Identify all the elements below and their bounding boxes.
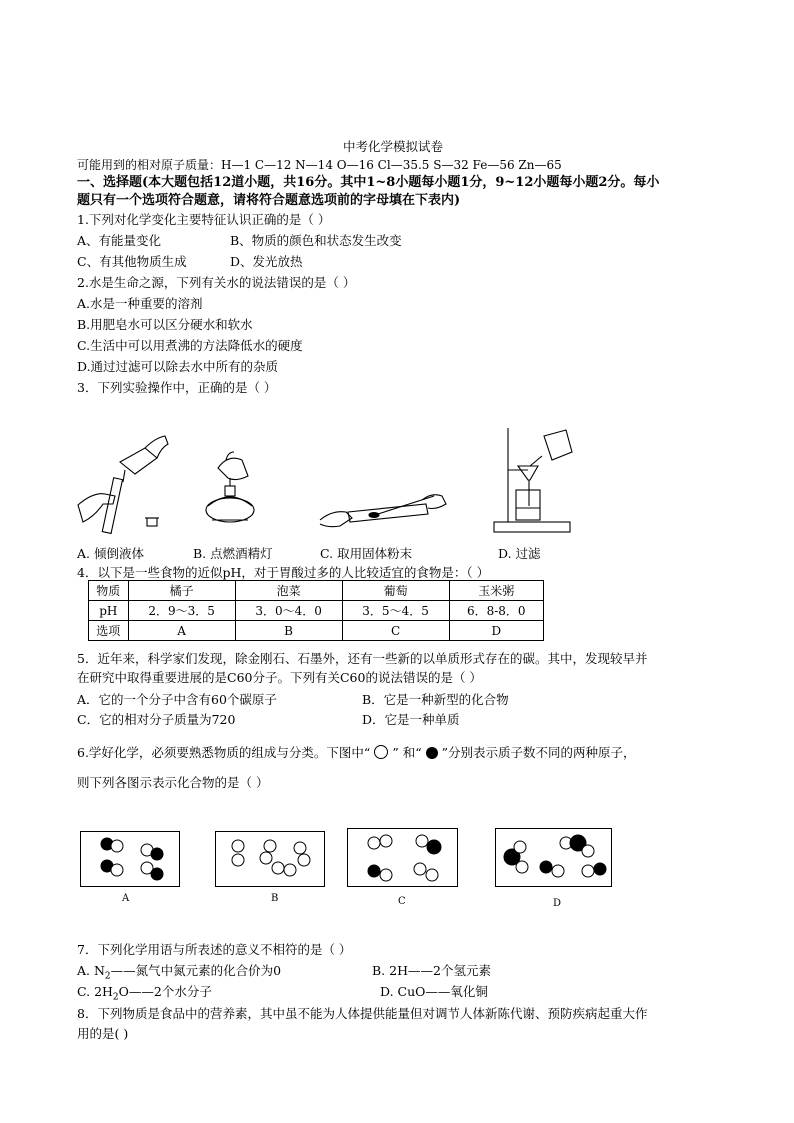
q7-option-c [77, 984, 212, 1006]
diagram-label-a: A [122, 893, 130, 904]
q2-option-d: D.通过过滤可以除去水中所有的杂质 [77, 359, 279, 374]
table-cell: 选项 [89, 621, 129, 641]
section-heading-line2: 题只有一个选项符合题意，请将符合题意选项前的字母填在下表内) [77, 193, 461, 208]
q7-a-sub: 2 [104, 971, 111, 982]
q8-line2: 用的是( ) [77, 1026, 129, 1041]
q2-option-b: B.用肥皂水可以区分硬水和软水 [77, 317, 253, 332]
particle-diagram-d [495, 828, 612, 887]
table-cell: D [449, 621, 543, 641]
q5-option-c: C．它的相对分子质量为720 [77, 712, 236, 727]
table-cell: 3．0～4．0 [235, 601, 342, 621]
powder-spatula-illustration [318, 490, 448, 530]
particle-diagram-b [215, 831, 325, 887]
q1-option-c: C、有其他物质生成 [77, 254, 187, 269]
q3-option-a: A. 倾倒液体 [77, 546, 144, 561]
table-cell: 泡菜 [235, 581, 342, 601]
diagram-label-d: D [553, 898, 562, 909]
q3-option-d: D. 过滤 [498, 546, 541, 561]
q6-line2: 则下列各图示表示化合物的是（ ） [77, 775, 269, 790]
q3-option-b: B. 点燃酒精灯 [193, 546, 273, 561]
filtration-illustration [490, 426, 575, 536]
table-cell: pH [89, 601, 129, 621]
q2-stem: 2.水是生命之源，下列有关水的说法错误的是（ ） [77, 275, 356, 290]
q5-line2: 在研究中取得重要进展的是C60分子。下列有关C60的说法错误的是（ ） [77, 670, 482, 685]
q4-stem: 4．以下是一些食物的近似pH，对于胃酸过多的人比较适宜的食物是：（ ） [77, 565, 490, 580]
table-cell: 3．5～4．5 [342, 601, 449, 621]
section-heading-line1: 一、选择题(本大题包括12道小题，共16分。其中1~8小题每小题1分，9~12小题每小题2分。每小 [77, 175, 660, 190]
q1-stem: 1.下列对化学变化主要特征认识正确的是（ ） [77, 212, 331, 227]
q7-a-pre: A. N [77, 963, 105, 978]
q1-option-a: A、有能量变化 [77, 233, 162, 248]
q7-option-d: D. CuO——氧化铜 [380, 984, 488, 999]
q7-option-b: B. 2H——2个氢元素 [372, 963, 491, 978]
ph-table [88, 580, 544, 641]
white-atom-icon [374, 745, 388, 759]
q6-text-a: 6.学好化学，必须要熟悉物质的组成与分类。下图中“ [77, 745, 371, 760]
table-cell: C [342, 621, 449, 641]
table-cell: 2．9～3．5 [128, 601, 235, 621]
table-cell: 橘子 [128, 581, 235, 601]
diagram-label-c: C [398, 896, 406, 907]
table-cell: 葡萄 [342, 581, 449, 601]
diagram-label-b: B [271, 893, 279, 904]
q7-option-a [77, 963, 281, 985]
table-row [89, 601, 544, 621]
table-header-row [89, 581, 544, 601]
table-cell: A [128, 621, 235, 641]
q6-line1 [77, 745, 636, 761]
q1-option-d: D、发光放热 [230, 254, 303, 269]
black-atom-icon [426, 747, 438, 759]
table-row [89, 621, 544, 641]
q1-option-b: B、物质的颜色和状态发生改变 [230, 233, 402, 248]
q8-line1: 8．下列物质是食品中的营养素，其中虽不能为人体提供能量但对调节人体新陈代谢、预防疾病起重大作 [77, 1006, 648, 1021]
q7-stem: 7．下列化学用语与所表述的意义不相符的是（ ） [77, 942, 352, 957]
q6-text-b: ” 和“ [392, 745, 422, 760]
q3-stem: 3．下列实验操作中，正确的是（ ） [77, 380, 277, 395]
q5-line1: 5．近年来，科学家们发现，除金刚石、石墨外，还有一些新的以单质形式存在的碳。其中，发现较早并 [77, 651, 648, 666]
q7-c-pre: C. 2H [77, 984, 113, 999]
pour-liquid-illustration [75, 430, 175, 540]
particle-diagram-c [347, 828, 458, 887]
q7-c-sub: 2 [112, 992, 119, 1003]
atomic-masses: 可能用到的相对原子质量：H—1 C—12 N—14 O—16 Cl—35.5 S—32 Fe—56 Zn—65 [77, 158, 562, 172]
q3-option-c: C. 取用固体粉末 [320, 546, 413, 561]
q2-option-c: C.生活中可以用煮沸的方法降低水的硬度 [77, 338, 303, 353]
q7-c-post: O——2个水分子 [118, 984, 212, 999]
table-cell: B [235, 621, 342, 641]
q6-text-c: ”分别表示质子数不同的两种原子， [441, 745, 636, 760]
q5-option-a: A．它的一个分子中含有60个碳原子 [77, 692, 277, 707]
q7-a-post: ——氮气中氮元素的化合价为0 [110, 963, 282, 978]
q5-option-d: D．它是一种单质 [362, 712, 460, 727]
page-title: 中考化学模拟试卷 [343, 139, 444, 154]
particle-diagram-a [80, 831, 180, 887]
alcohol-lamp-illustration [198, 448, 268, 528]
table-cell: 物质 [89, 581, 129, 601]
q2-option-a: A.水是一种重要的溶剂 [77, 296, 203, 311]
table-cell: 6．8-8．0 [449, 601, 543, 621]
table-cell: 玉米粥 [449, 581, 543, 601]
q5-option-b: B．它是一种新型的化合物 [362, 692, 509, 707]
